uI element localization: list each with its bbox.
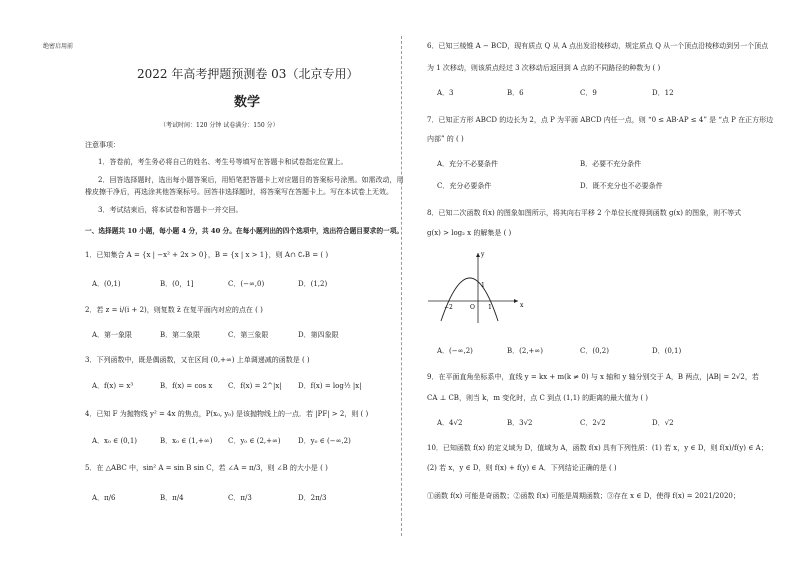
notes-heading: 注意事项： [85,141,120,149]
parabola-graph [424,247,524,327]
tick-label-y1: 1 [481,282,485,289]
option-d: D．√2 [652,419,674,427]
exam-title: 2022 年高考押题预测卷 03（北京专用） [137,67,359,81]
subject-title: 数学 [234,95,261,110]
option-b: B．6 [507,89,524,97]
option-b: B．(2,+∞) [507,347,543,355]
x-axis-arrow [514,299,518,303]
question-stem: 2．若 z = i/(i + 2)，则复数 z̄ 在复平面内对应的点在 ( ) [85,306,263,314]
option-a: A．充分不必要条件 [437,160,499,168]
option-d: D．12 [652,89,674,97]
option-a: A．(−∞,2) [437,347,473,355]
time-score: （考试时间：120 分钟 试卷满分：150 分） [160,122,279,129]
tick-label-neg2: −2 [444,304,453,311]
option-d: D．(1,2) [298,280,328,288]
option-c: C．y₀ ∈ (2,+∞) [228,437,281,445]
option-c: C．(0,2) [580,347,609,355]
note-item: 橡皮擦干净后，再选涂其他答案标号。回答非选择题时，将答案写在答题卡上。写在本试卷上无效。 [85,188,393,196]
question-stem: 3．下列函数中，既是偶函数，又在区间 (0,+∞) 上单调递减的函数是 ( ) [85,356,310,364]
right-column [402,0,794,562]
y-axis-arrow [476,253,480,257]
option-a: A．π/6 [92,494,116,502]
option-c: C．f(x) = 2^|x| [228,382,282,390]
option-a: A．f(x) = x³ [92,382,134,390]
section-heading: 一、选择题共 10 小题，每小题 4 分，共 40 分。在每小题列出的四个选项中，选出符合题目要求的一项。 [85,227,404,235]
option-d: D．y₀ ∈ (−∞,2) [298,437,351,445]
question-stem: 1．已知集合 A = {x | −x² + 2x > 0}，B = {x | x > 1}，则 A∩ ∁ᵣB = ( ) [85,251,329,259]
option-c: C．(−∞,0) [228,280,265,288]
option-c: C．π/3 [228,494,252,502]
question-stem: ①函数 f(x) 可能是奇函数；②函数 f(x) 可能是周期函数；③存在 x ∈ D，使得 f(x) = 2021/2020； [427,492,740,500]
option-c: C．9 [580,89,597,97]
note-item: 1．答卷前，考生务必将自己的姓名、考生号等填写在答题卡和试卷指定位置上。 [98,158,348,166]
question-stem: 6．已知三棱锥 A − BCD，现有质点 Q 从 A 点出发沿棱移动，规定质点 Q 从一个顶点沿棱移动到另一个顶点 [427,42,769,50]
question-stem: 9．在平面直角坐标系中，直线 y = kx + m(k ≠ 0) 与 x 轴和 y 轴分别交于 A，B 两点，|AB| = 2√2，若 [427,373,759,381]
option-a: A．第一象限 [92,331,133,339]
question-stem: 内部” 的 ( ) [427,135,464,143]
option-b: B．必要不充分条件 [580,160,642,168]
option-a: A．3 [437,89,454,97]
option-d: D．既不充分也不必要条件 [580,182,663,190]
question-stem: 7．已知正方形 ABCD 的边长为 2，点 P 为平面 ABCD 内任一点，则 “0 ≤ AB·AP ≤ 4” 是 “点 P 在正方形边 [427,116,774,124]
option-b: B．x₀ ∈ (1,+∞) [160,437,213,445]
tick-label-x1: 1 [488,304,492,311]
question-stem: 5．在 △ABC 中，sin² A = sin B sin C，若 ∠A = π/3，则 ∠B 的大小是 ( ) [85,464,328,472]
note-item: 2．回答选择题时，选出每小题答案后，用铅笔把答题卡上对应题目的答案标号涂黑。如需改动，用 [98,176,404,184]
option-d: D．f(x) = log½ |x| [298,382,362,390]
option-b: B．π/4 [160,494,184,502]
option-b: B．(0，1] [160,280,194,288]
confidential-label: 绝密启用前 [43,43,74,50]
option-b: B．3√2 [507,419,533,427]
y-axis-label: y [481,251,485,258]
option-c: C．2√2 [580,419,606,427]
option-a: A．(0,1) [92,280,121,288]
option-b: B．f(x) = cos x [160,382,213,390]
question-stem: g(x) > log₂ x 的解集是 ( ) [427,229,512,237]
x-axis-label: x [520,302,524,309]
option-c: C．第三象限 [228,331,269,339]
option-c: C．充分必要条件 [437,182,492,190]
option-b: B．第二象限 [160,331,201,339]
option-d: D．第四象限 [298,331,339,339]
origin-label: O [470,304,475,311]
option-a: A．x₀ ∈ (0,1) [92,437,138,445]
question-stem: 4．已知 F 为抛物线 y² = 4x 的焦点，P(x₀, y₀) 是该抛物线上的一点．若 |PF| > 2，则 ( ) [85,410,369,418]
option-d: D．2π/3 [298,494,327,502]
question-stem: (2) 若 x，y ∈ D，则 f(x) + f(y) ∈ A．下列结论正确的是 ( ) [427,464,617,472]
question-stem: 为 1 次移动，则该质点经过 3 次移动后返回到 A 点的不同路径的种数为 ( ) [427,64,661,72]
parabola-curve [441,278,498,321]
option-d: D．(0,1) [652,347,682,355]
note-item: 3．考试结束后，将本试卷和答题卡一并交回。 [98,206,243,214]
question-stem: CA ⊥ CB，则当 k，m 变化时，点 C 到点 (1,1) 的距离的最大值为 ( ) [427,394,649,402]
question-stem: 8．已知二次函数 f(x) 的图象如图所示，将其向右平移 2 个单位长度得到函数 g(x) 的图象，则不等式 [427,209,742,217]
option-a: A．4√2 [437,419,463,427]
question-stem: 10．已知函数 f(x) 的定义域为 D，值域为 A，函数 f(x) 具有下列性质：(1) 若 x，y ∈ D，则 f(x)/f(y) ∈ A； [427,444,768,452]
